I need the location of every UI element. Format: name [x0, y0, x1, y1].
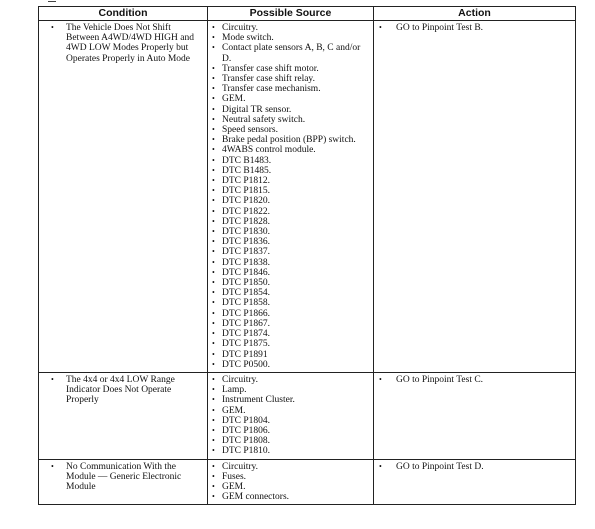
header-condition: Condition: [39, 7, 208, 21]
source-item: • DTC P1836.: [208, 237, 370, 247]
source-list: [208, 375, 370, 457]
source-item: • DTC B1483.: [208, 156, 370, 166]
source-cell: [208, 372, 374, 459]
source-item: • GEM connectors.: [208, 492, 370, 502]
source-cell: [208, 459, 374, 505]
source-item: • Transfer case shift motor.: [208, 64, 370, 74]
action-text: • GO to Pinpoint Test D.: [374, 462, 572, 472]
source-item: • Digital TR sensor.: [208, 105, 370, 115]
condition-text: • No Communication With the Module — Generic Electronic Module: [39, 462, 204, 493]
source-item: • DTC P1806.: [208, 426, 370, 436]
source-cell: [208, 21, 374, 373]
header-possible-source: Possible Source: [208, 7, 374, 21]
source-item: • DTC P1804.: [208, 416, 370, 426]
header-row: [39, 7, 576, 21]
source-item: • DTC P1815.: [208, 186, 370, 196]
source-item: • Mode switch.: [208, 33, 370, 43]
scan-artifact-mark: [48, 1, 56, 2]
source-item: • Lamp.: [208, 385, 370, 395]
source-item: • DTC P1838.: [208, 258, 370, 268]
action-cell: [374, 459, 576, 505]
source-item: • DTC P0500.: [208, 360, 370, 370]
source-item: • GEM.: [208, 482, 370, 492]
action-text: • GO to Pinpoint Test B.: [374, 23, 572, 33]
source-item: • DTC P1822.: [208, 207, 370, 217]
source-item: • DTC P1858.: [208, 298, 370, 308]
source-item: • Instrument Cluster.: [208, 395, 370, 405]
source-item: • DTC P1820.: [208, 196, 370, 206]
source-item: • DTC P1828.: [208, 217, 370, 227]
source-item: • DTC B1485.: [208, 166, 370, 176]
source-item: • 4WABS control module.: [208, 145, 370, 155]
condition-text: • The 4x4 or 4x4 LOW Range Indicator Does Not Operate Properly: [39, 375, 204, 406]
action-cell: [374, 372, 576, 459]
source-item: • DTC P1891: [208, 350, 370, 360]
source-item: • DTC P1810.: [208, 446, 370, 456]
action-text: • GO to Pinpoint Test C.: [374, 375, 572, 385]
condition-cell: [39, 459, 208, 505]
condition-text: • The Vehicle Does Not Shift Between A4WD/4WD HIGH and 4WD LOW Modes Properly but Operates Properly in Auto Mode: [39, 23, 204, 64]
source-list: [208, 462, 370, 503]
source-item: • DTC P1830.: [208, 227, 370, 237]
condition-cell: [39, 21, 208, 373]
source-item: • DTC P1874.: [208, 329, 370, 339]
source-item: • Speed sensors.: [208, 125, 370, 135]
source-item: • DTC P1866.: [208, 309, 370, 319]
source-item: • Transfer case mechanism.: [208, 84, 370, 94]
table-row: [39, 459, 576, 505]
diagnosis-table: [38, 6, 576, 505]
source-item: • Transfer case shift relay.: [208, 74, 370, 84]
source-item: • Circuitry.: [208, 462, 370, 472]
source-item: • Neutral safety switch.: [208, 115, 370, 125]
source-item: • GEM.: [208, 406, 370, 416]
source-item: • DTC P1846.: [208, 268, 370, 278]
action-cell: [374, 21, 576, 373]
source-item: • Circuitry.: [208, 375, 370, 385]
source-list: [208, 23, 370, 370]
source-item: • Circuitry.: [208, 23, 370, 33]
source-item: • Fuses.: [208, 472, 370, 482]
source-item: • DTC P1875.: [208, 339, 370, 349]
source-item: • DTC P1854.: [208, 288, 370, 298]
source-item: • Contact plate sensors A, B, C and/or D.: [208, 43, 370, 63]
source-item: • GEM.: [208, 94, 370, 104]
source-item: • DTC P1850.: [208, 278, 370, 288]
source-item: • Brake pedal position (BPP) switch.: [208, 135, 370, 145]
header-action: Action: [374, 7, 576, 21]
condition-cell: [39, 372, 208, 459]
table-row: [39, 21, 576, 373]
source-item: • DTC P1837.: [208, 247, 370, 257]
source-item: • DTC P1812.: [208, 176, 370, 186]
table-row: [39, 372, 576, 459]
source-item: • DTC P1867.: [208, 319, 370, 329]
source-item: • DTC P1808.: [208, 436, 370, 446]
